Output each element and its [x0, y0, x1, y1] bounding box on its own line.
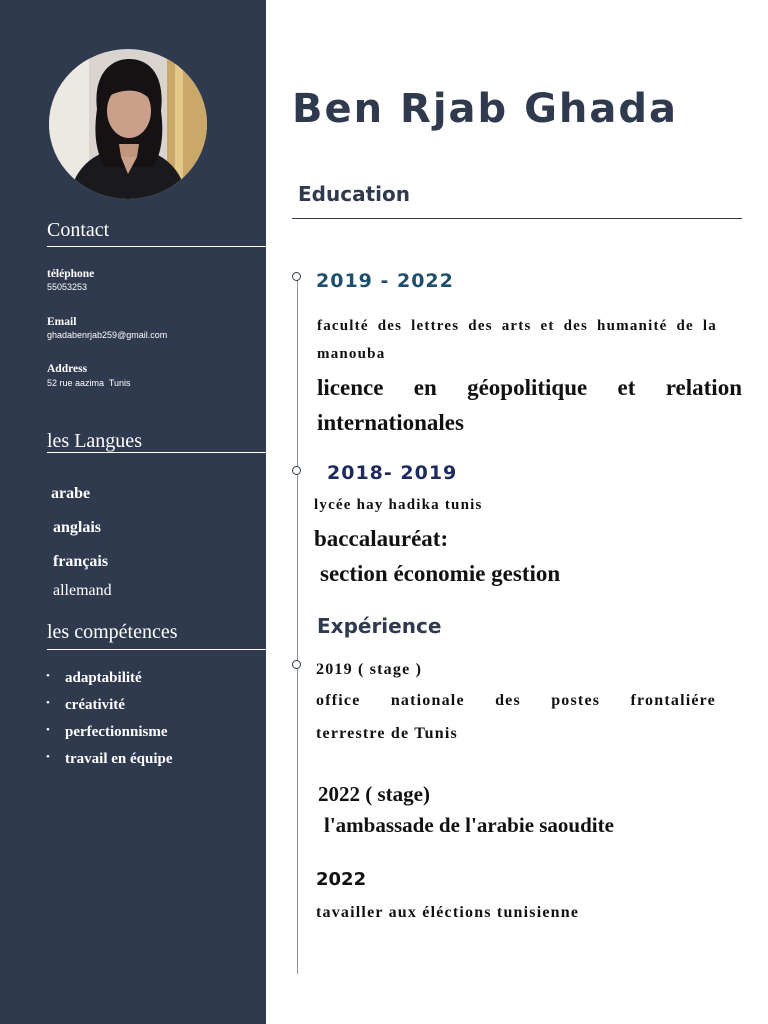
timeline-dot [292, 660, 301, 669]
education-years: 2019 - 2022 [316, 270, 454, 292]
language-item: français [53, 553, 109, 570]
email-label: Email [47, 316, 77, 328]
profile-photo-image [49, 49, 207, 199]
experience-title: 2022 ( stage) [318, 782, 430, 806]
experience-title: 2019 ( stage ) [316, 661, 423, 678]
skill-item: travail en équipe [65, 751, 173, 767]
experience-desc: tavailler aux éléctions tunisienne [316, 904, 580, 921]
experience-desc: l'ambassade de l'arabie saoudite [324, 813, 614, 837]
education-years: 2018- 2019 [327, 462, 458, 484]
languages-heading: les Langues [47, 430, 142, 452]
contact-divider [47, 246, 266, 247]
education-degree-cont: section économie gestion [320, 561, 561, 586]
language-item: allemand [53, 582, 112, 599]
education-heading: Education [298, 182, 410, 206]
education-school: lycée hay hadika tunis [314, 497, 483, 513]
phone-value: 55053253 [47, 282, 88, 292]
language-item: arabe [51, 485, 91, 502]
address-label: Address [47, 363, 88, 375]
skill-item: perfectionnisme [65, 724, 168, 740]
skill-item: créativité [65, 697, 125, 713]
education-degree: licence en géopolitique et relation [317, 375, 742, 400]
contact-heading: Contact [47, 219, 110, 241]
education-degree: baccalauréat: [314, 526, 449, 551]
education-school: faculté des lettres des arts et des humanité de la [317, 318, 717, 334]
experience-heading: Expérience [317, 614, 442, 638]
timeline-line [297, 276, 298, 974]
languages-divider [47, 452, 266, 453]
bullet-icon: • [46, 670, 50, 682]
timeline-dot [292, 272, 301, 281]
email-value: ghadabenrjab259@gmail.com [47, 330, 168, 340]
phone-label: téléphone [47, 268, 95, 280]
education-degree-cont: internationales [317, 410, 464, 435]
full-name: Ben Rjab Ghada [292, 86, 679, 132]
skills-heading: les compétences [47, 621, 178, 643]
bullet-icon: • [46, 697, 50, 709]
education-school-cont: manouba [317, 346, 386, 362]
bullet-icon: • [46, 724, 50, 736]
education-divider [292, 218, 742, 219]
experience-desc: office nationale des postes frontaliére [316, 692, 716, 709]
experience-title: 2022 [316, 869, 367, 890]
address-value: 52 rue aazima Tunis [47, 378, 131, 388]
skills-divider [47, 649, 266, 650]
profile-photo [49, 49, 207, 199]
timeline-dot [292, 466, 301, 475]
bullet-icon: • [46, 751, 50, 763]
experience-desc-cont: terrestre de Tunis [316, 725, 458, 742]
skill-item: adaptabilité [65, 670, 142, 686]
language-item: anglais [53, 519, 102, 536]
